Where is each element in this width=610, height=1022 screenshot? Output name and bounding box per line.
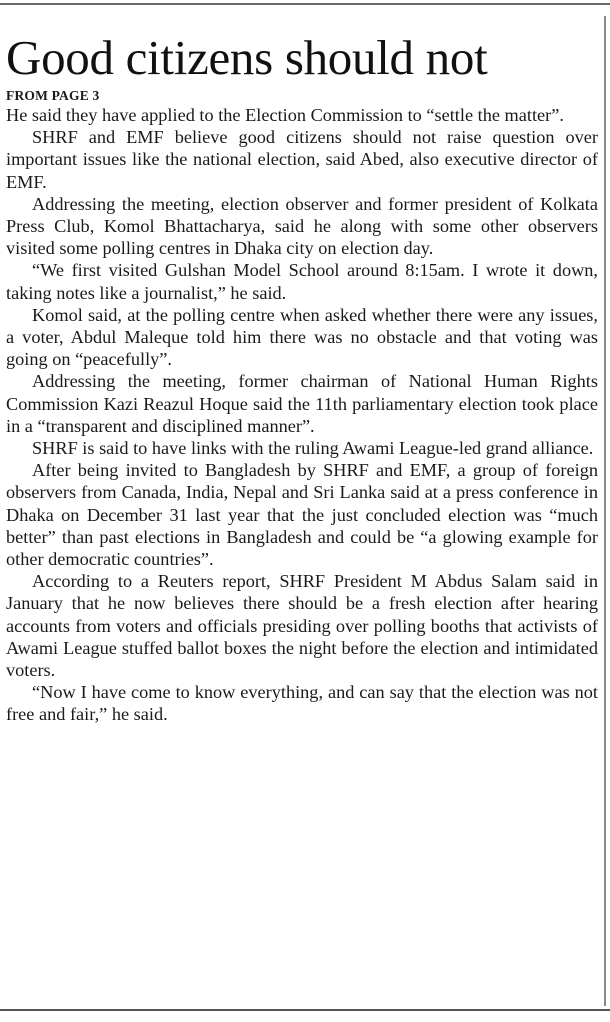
paragraph-9: According to a Reuters report, SHRF President M Abdus Salam said in January that he now believes there should be a fresh election after hearing accounts from voters and officials presiding over polling booths that activists of Awami League stuffed ballot boxes the night before the election and intimidated voters. (6, 571, 598, 681)
continued-from-label: FROM PAGE 3 (6, 88, 100, 103)
paragraph-2: SHRF and EMF believe good citizens should not raise question over important issues like the national election, said Abed, also executive director of EMF. (6, 127, 598, 192)
article-headline: Good citizens should not (6, 30, 488, 85)
bottom-border-rule (0, 1009, 610, 1011)
paragraph-6: Addressing the meeting, former chairman of National Human Rights Commission Kazi Reazul Hoque said the 11th parliamentary election took place in a “transparent and disciplined manner”. (6, 371, 598, 436)
paragraph-8: After being invited to Bangladesh by SHRF and EMF, a group of foreign observers from Canada, India, Nepal and Sri Lanka said at a press conference in Dhaka on December 31 last year that the just concluded election was “much better” than past elections in Bangladesh and could be “a glowing example for other democratic countries”. (6, 460, 598, 570)
article-body (6, 104, 598, 726)
paragraph-5: Komol said, at the polling centre when asked whether there were any issues, a voter, Abdul Maleque told him there was no obstacle and that voting was going on “peacefully”. (6, 304, 598, 370)
paragraph-10: “Now I have come to know everything, and can say that the election was not free and fair,” he said. (6, 682, 598, 725)
paragraph-7: SHRF is said to have links with the ruling Awami League-led grand alliance. (32, 438, 594, 459)
top-border-rule (0, 3, 610, 5)
paragraph-3: Addressing the meeting, election observer and former president of Kolkata Press Club, Komol Bhattacharya, said he along with some other observers visited some polling centres in Dhaka city on election day. (6, 193, 598, 259)
paragraph-1: He said they have applied to the Election Commission to “settle the matter”. (6, 105, 564, 125)
paragraph-4: “We first visited Gulshan Model School around 8:15am. I wrote it down, taking notes like a journalist,” he said. (6, 260, 598, 303)
news-article (6, 30, 598, 726)
column-divider-rule (604, 16, 606, 1006)
